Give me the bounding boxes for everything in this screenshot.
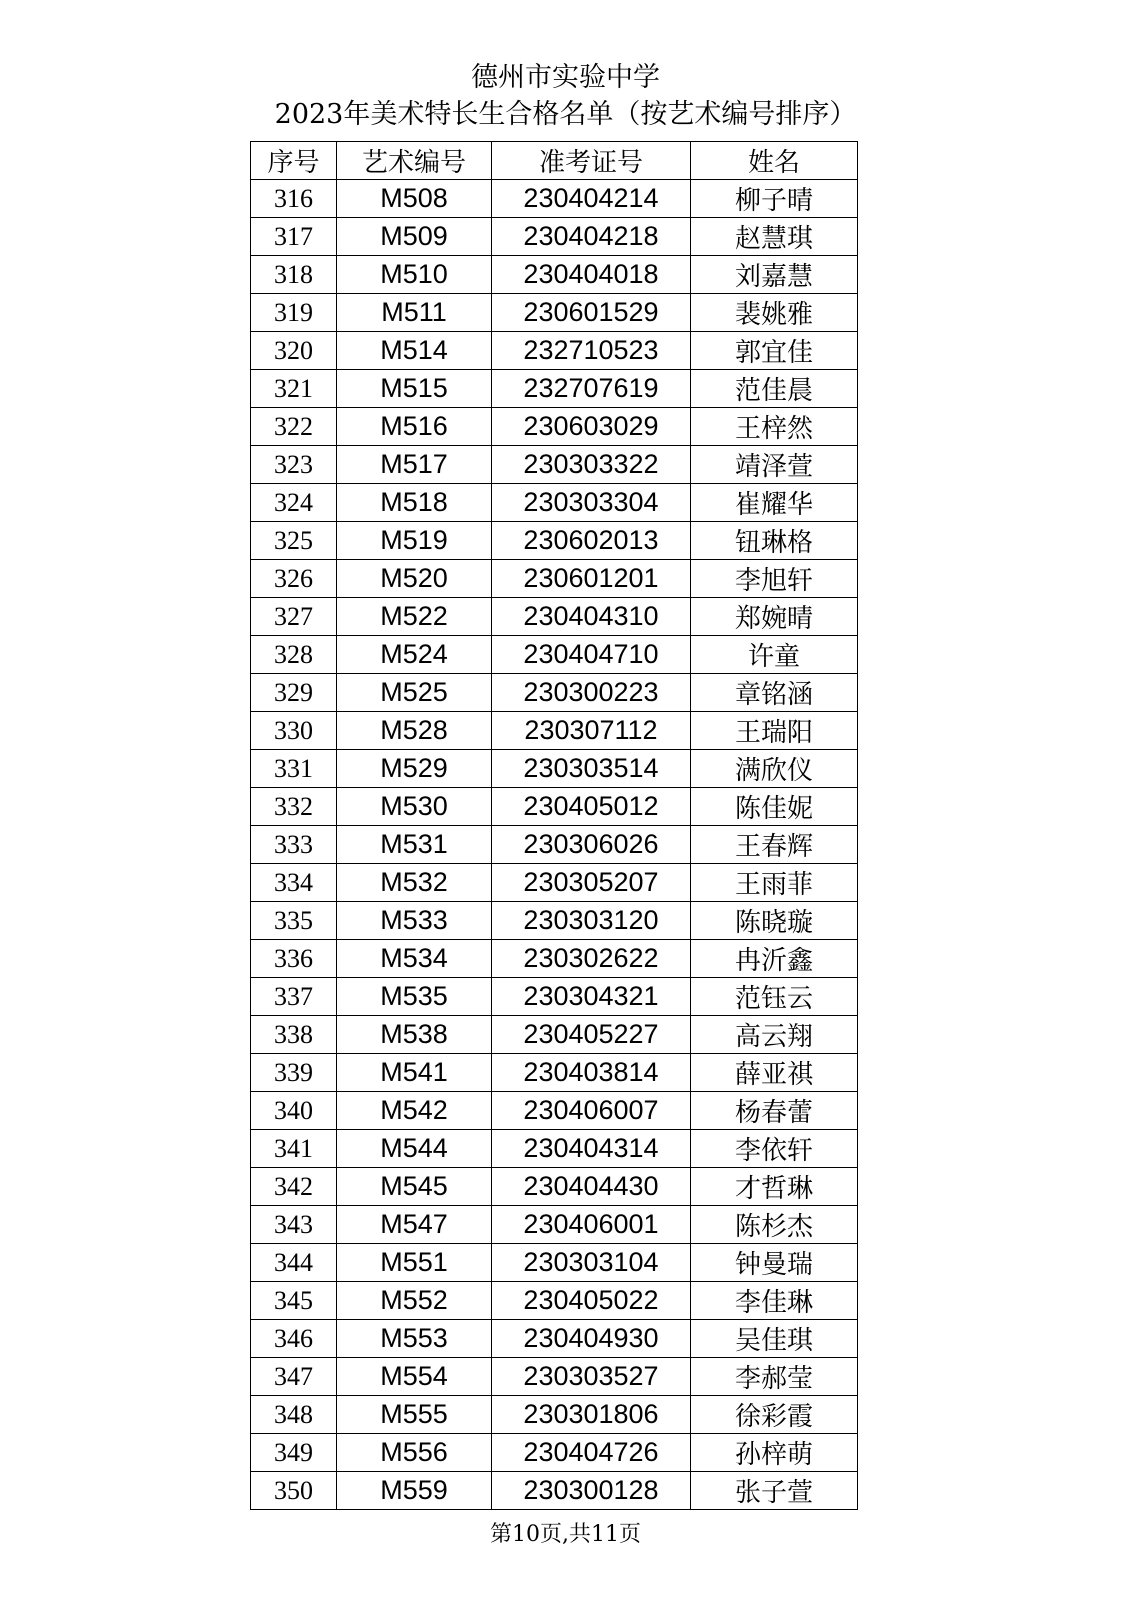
table-row bbox=[251, 1092, 858, 1130]
table-row bbox=[251, 484, 858, 522]
cell-art-number: M524 bbox=[337, 636, 492, 674]
cell-exam-number: 230303104 bbox=[492, 1244, 691, 1282]
cell-art-number: M554 bbox=[337, 1358, 492, 1396]
cell-exam-number: 230601201 bbox=[492, 560, 691, 598]
cell-seq: 322 bbox=[251, 408, 337, 446]
cell-exam-number: 230406001 bbox=[492, 1206, 691, 1244]
cell-seq: 337 bbox=[251, 978, 337, 1016]
cell-student-name: 杨春蕾 bbox=[691, 1092, 858, 1130]
cell-exam-number: 230405012 bbox=[492, 788, 691, 826]
cell-exam-number: 230404214 bbox=[492, 180, 691, 218]
cell-art-number: M514 bbox=[337, 332, 492, 370]
cell-student-name: 徐彩霞 bbox=[691, 1396, 858, 1434]
table-row bbox=[251, 636, 858, 674]
table-row bbox=[251, 256, 858, 294]
table-row bbox=[251, 1206, 858, 1244]
cell-student-name: 王瑞阳 bbox=[691, 712, 858, 750]
cell-seq: 349 bbox=[251, 1434, 337, 1472]
cell-student-name: 高云翔 bbox=[691, 1016, 858, 1054]
cell-exam-number: 230303304 bbox=[492, 484, 691, 522]
cell-art-number: M522 bbox=[337, 598, 492, 636]
cell-seq: 331 bbox=[251, 750, 337, 788]
cell-exam-number: 230307112 bbox=[492, 712, 691, 750]
cell-exam-number: 230306026 bbox=[492, 826, 691, 864]
cell-seq: 348 bbox=[251, 1396, 337, 1434]
cell-exam-number: 230404710 bbox=[492, 636, 691, 674]
cell-student-name: 章铭涵 bbox=[691, 674, 858, 712]
table-row bbox=[251, 408, 858, 446]
table-row bbox=[251, 826, 858, 864]
table-row bbox=[251, 1282, 858, 1320]
cell-student-name: 崔耀华 bbox=[691, 484, 858, 522]
table-header-row bbox=[251, 142, 858, 180]
cell-art-number: M556 bbox=[337, 1434, 492, 1472]
cell-art-number: M515 bbox=[337, 370, 492, 408]
cell-student-name: 孙梓萌 bbox=[691, 1434, 858, 1472]
cell-seq: 346 bbox=[251, 1320, 337, 1358]
cell-student-name: 李旭轩 bbox=[691, 560, 858, 598]
table-row bbox=[251, 940, 858, 978]
table-row bbox=[251, 180, 858, 218]
cell-seq: 332 bbox=[251, 788, 337, 826]
table-row bbox=[251, 370, 858, 408]
header-seq: 序号 bbox=[251, 142, 337, 180]
cell-exam-number: 230303322 bbox=[492, 446, 691, 484]
table-row bbox=[251, 1054, 858, 1092]
cell-student-name: 钟曼瑞 bbox=[691, 1244, 858, 1282]
cell-student-name: 王春辉 bbox=[691, 826, 858, 864]
cell-student-name: 王梓然 bbox=[691, 408, 858, 446]
cell-art-number: M510 bbox=[337, 256, 492, 294]
cell-seq: 323 bbox=[251, 446, 337, 484]
table-row bbox=[251, 1396, 858, 1434]
cell-student-name: 李佳琳 bbox=[691, 1282, 858, 1320]
cell-student-name: 裴姚雅 bbox=[691, 294, 858, 332]
cell-seq: 340 bbox=[251, 1092, 337, 1130]
cell-seq: 327 bbox=[251, 598, 337, 636]
cell-student-name: 李依轩 bbox=[691, 1130, 858, 1168]
cell-art-number: M511 bbox=[337, 294, 492, 332]
cell-exam-number: 230404310 bbox=[492, 598, 691, 636]
table-row bbox=[251, 332, 858, 370]
cell-student-name: 靖泽萱 bbox=[691, 446, 858, 484]
cell-exam-number: 230404930 bbox=[492, 1320, 691, 1358]
cell-seq: 328 bbox=[251, 636, 337, 674]
cell-seq: 333 bbox=[251, 826, 337, 864]
cell-exam-number: 230603029 bbox=[492, 408, 691, 446]
table-row bbox=[251, 1244, 858, 1282]
table-row bbox=[251, 674, 858, 712]
cell-seq: 344 bbox=[251, 1244, 337, 1282]
table-row bbox=[251, 598, 858, 636]
cell-exam-number: 230404430 bbox=[492, 1168, 691, 1206]
cell-art-number: M535 bbox=[337, 978, 492, 1016]
cell-exam-number: 230304321 bbox=[492, 978, 691, 1016]
cell-student-name: 陈晓璇 bbox=[691, 902, 858, 940]
cell-art-number: M529 bbox=[337, 750, 492, 788]
cell-exam-number: 230302622 bbox=[492, 940, 691, 978]
cell-student-name: 陈杉杰 bbox=[691, 1206, 858, 1244]
cell-art-number: M541 bbox=[337, 1054, 492, 1092]
cell-student-name: 王雨菲 bbox=[691, 864, 858, 902]
table-row bbox=[251, 864, 858, 902]
cell-seq: 326 bbox=[251, 560, 337, 598]
cell-exam-number: 232707619 bbox=[492, 370, 691, 408]
document-subtitle: 2023年美术特长生合格名单（按艺术编号排序） bbox=[274, 99, 857, 130]
cell-exam-number: 230303120 bbox=[492, 902, 691, 940]
cell-art-number: M552 bbox=[337, 1282, 492, 1320]
cell-art-number: M533 bbox=[337, 902, 492, 940]
cell-art-number: M517 bbox=[337, 446, 492, 484]
cell-seq: 318 bbox=[251, 256, 337, 294]
cell-exam-number: 230405022 bbox=[492, 1282, 691, 1320]
cell-exam-number: 230404314 bbox=[492, 1130, 691, 1168]
cell-student-name: 满欣仪 bbox=[691, 750, 858, 788]
cell-student-name: 李郝莹 bbox=[691, 1358, 858, 1396]
cell-exam-number: 230300128 bbox=[492, 1472, 691, 1510]
cell-student-name: 郑婉晴 bbox=[691, 598, 858, 636]
cell-seq: 325 bbox=[251, 522, 337, 560]
cell-student-name: 冉沂鑫 bbox=[691, 940, 858, 978]
cell-seq: 320 bbox=[251, 332, 337, 370]
cell-exam-number: 232710523 bbox=[492, 332, 691, 370]
cell-exam-number: 230303527 bbox=[492, 1358, 691, 1396]
cell-student-name: 陈佳妮 bbox=[691, 788, 858, 826]
cell-student-name: 范钰云 bbox=[691, 978, 858, 1016]
cell-exam-number: 230405227 bbox=[492, 1016, 691, 1054]
cell-art-number: M508 bbox=[337, 180, 492, 218]
qualified-students-table bbox=[250, 141, 858, 1510]
table-row bbox=[251, 750, 858, 788]
cell-student-name: 柳子晴 bbox=[691, 180, 858, 218]
table-row bbox=[251, 1358, 858, 1396]
cell-seq: 335 bbox=[251, 902, 337, 940]
cell-seq: 324 bbox=[251, 484, 337, 522]
header-name: 姓名 bbox=[691, 142, 858, 180]
header-exam-number: 准考证号 bbox=[492, 142, 691, 180]
cell-exam-number: 230601529 bbox=[492, 294, 691, 332]
cell-student-name: 范佳晨 bbox=[691, 370, 858, 408]
cell-exam-number: 230303514 bbox=[492, 750, 691, 788]
cell-art-number: M538 bbox=[337, 1016, 492, 1054]
cell-art-number: M528 bbox=[337, 712, 492, 750]
table-row bbox=[251, 560, 858, 598]
cell-seq: 342 bbox=[251, 1168, 337, 1206]
cell-art-number: M525 bbox=[337, 674, 492, 712]
cell-art-number: M520 bbox=[337, 560, 492, 598]
table-row bbox=[251, 1168, 858, 1206]
cell-art-number: M532 bbox=[337, 864, 492, 902]
table-row bbox=[251, 1320, 858, 1358]
page-number: 第10页,共11页 bbox=[490, 1522, 641, 1547]
table-row bbox=[251, 294, 858, 332]
table-row bbox=[251, 902, 858, 940]
table-row bbox=[251, 522, 858, 560]
cell-exam-number: 230602013 bbox=[492, 522, 691, 560]
cell-seq: 329 bbox=[251, 674, 337, 712]
cell-art-number: M509 bbox=[337, 218, 492, 256]
document-title: 德州市实验中学 bbox=[471, 62, 660, 93]
table-row bbox=[251, 1434, 858, 1472]
cell-seq: 338 bbox=[251, 1016, 337, 1054]
cell-seq: 330 bbox=[251, 712, 337, 750]
cell-student-name: 张子萱 bbox=[691, 1472, 858, 1510]
table-row bbox=[251, 1130, 858, 1168]
cell-art-number: M553 bbox=[337, 1320, 492, 1358]
table-body bbox=[251, 180, 858, 1510]
cell-seq: 350 bbox=[251, 1472, 337, 1510]
cell-student-name: 郭宜佳 bbox=[691, 332, 858, 370]
cell-art-number: M542 bbox=[337, 1092, 492, 1130]
cell-seq: 347 bbox=[251, 1358, 337, 1396]
cell-art-number: M531 bbox=[337, 826, 492, 864]
cell-seq: 317 bbox=[251, 218, 337, 256]
cell-exam-number: 230403814 bbox=[492, 1054, 691, 1092]
cell-exam-number: 230301806 bbox=[492, 1396, 691, 1434]
cell-exam-number: 230300223 bbox=[492, 674, 691, 712]
cell-seq: 345 bbox=[251, 1282, 337, 1320]
cell-seq: 341 bbox=[251, 1130, 337, 1168]
table-row bbox=[251, 712, 858, 750]
cell-art-number: M516 bbox=[337, 408, 492, 446]
table-row bbox=[251, 446, 858, 484]
cell-student-name: 刘嘉慧 bbox=[691, 256, 858, 294]
cell-exam-number: 230404726 bbox=[492, 1434, 691, 1472]
cell-exam-number: 230305207 bbox=[492, 864, 691, 902]
cell-art-number: M547 bbox=[337, 1206, 492, 1244]
cell-seq: 334 bbox=[251, 864, 337, 902]
cell-seq: 321 bbox=[251, 370, 337, 408]
cell-art-number: M555 bbox=[337, 1396, 492, 1434]
cell-art-number: M519 bbox=[337, 522, 492, 560]
table-row bbox=[251, 1016, 858, 1054]
cell-student-name: 才哲琳 bbox=[691, 1168, 858, 1206]
cell-seq: 316 bbox=[251, 180, 337, 218]
cell-art-number: M544 bbox=[337, 1130, 492, 1168]
cell-art-number: M518 bbox=[337, 484, 492, 522]
cell-seq: 343 bbox=[251, 1206, 337, 1244]
cell-seq: 339 bbox=[251, 1054, 337, 1092]
cell-student-name: 吴佳琪 bbox=[691, 1320, 858, 1358]
cell-exam-number: 230406007 bbox=[492, 1092, 691, 1130]
cell-exam-number: 230404218 bbox=[492, 218, 691, 256]
cell-art-number: M545 bbox=[337, 1168, 492, 1206]
table-row bbox=[251, 788, 858, 826]
cell-student-name: 赵慧琪 bbox=[691, 218, 858, 256]
cell-seq: 319 bbox=[251, 294, 337, 332]
header-art-number: 艺术编号 bbox=[337, 142, 492, 180]
cell-art-number: M551 bbox=[337, 1244, 492, 1282]
table-row bbox=[251, 978, 858, 1016]
table-row bbox=[251, 218, 858, 256]
cell-student-name: 钮琳格 bbox=[691, 522, 858, 560]
cell-student-name: 薛亚祺 bbox=[691, 1054, 858, 1092]
cell-art-number: M530 bbox=[337, 788, 492, 826]
cell-seq: 336 bbox=[251, 940, 337, 978]
cell-art-number: M559 bbox=[337, 1472, 492, 1510]
cell-art-number: M534 bbox=[337, 940, 492, 978]
cell-exam-number: 230404018 bbox=[492, 256, 691, 294]
cell-student-name: 许童 bbox=[691, 636, 858, 674]
table-row bbox=[251, 1472, 858, 1510]
